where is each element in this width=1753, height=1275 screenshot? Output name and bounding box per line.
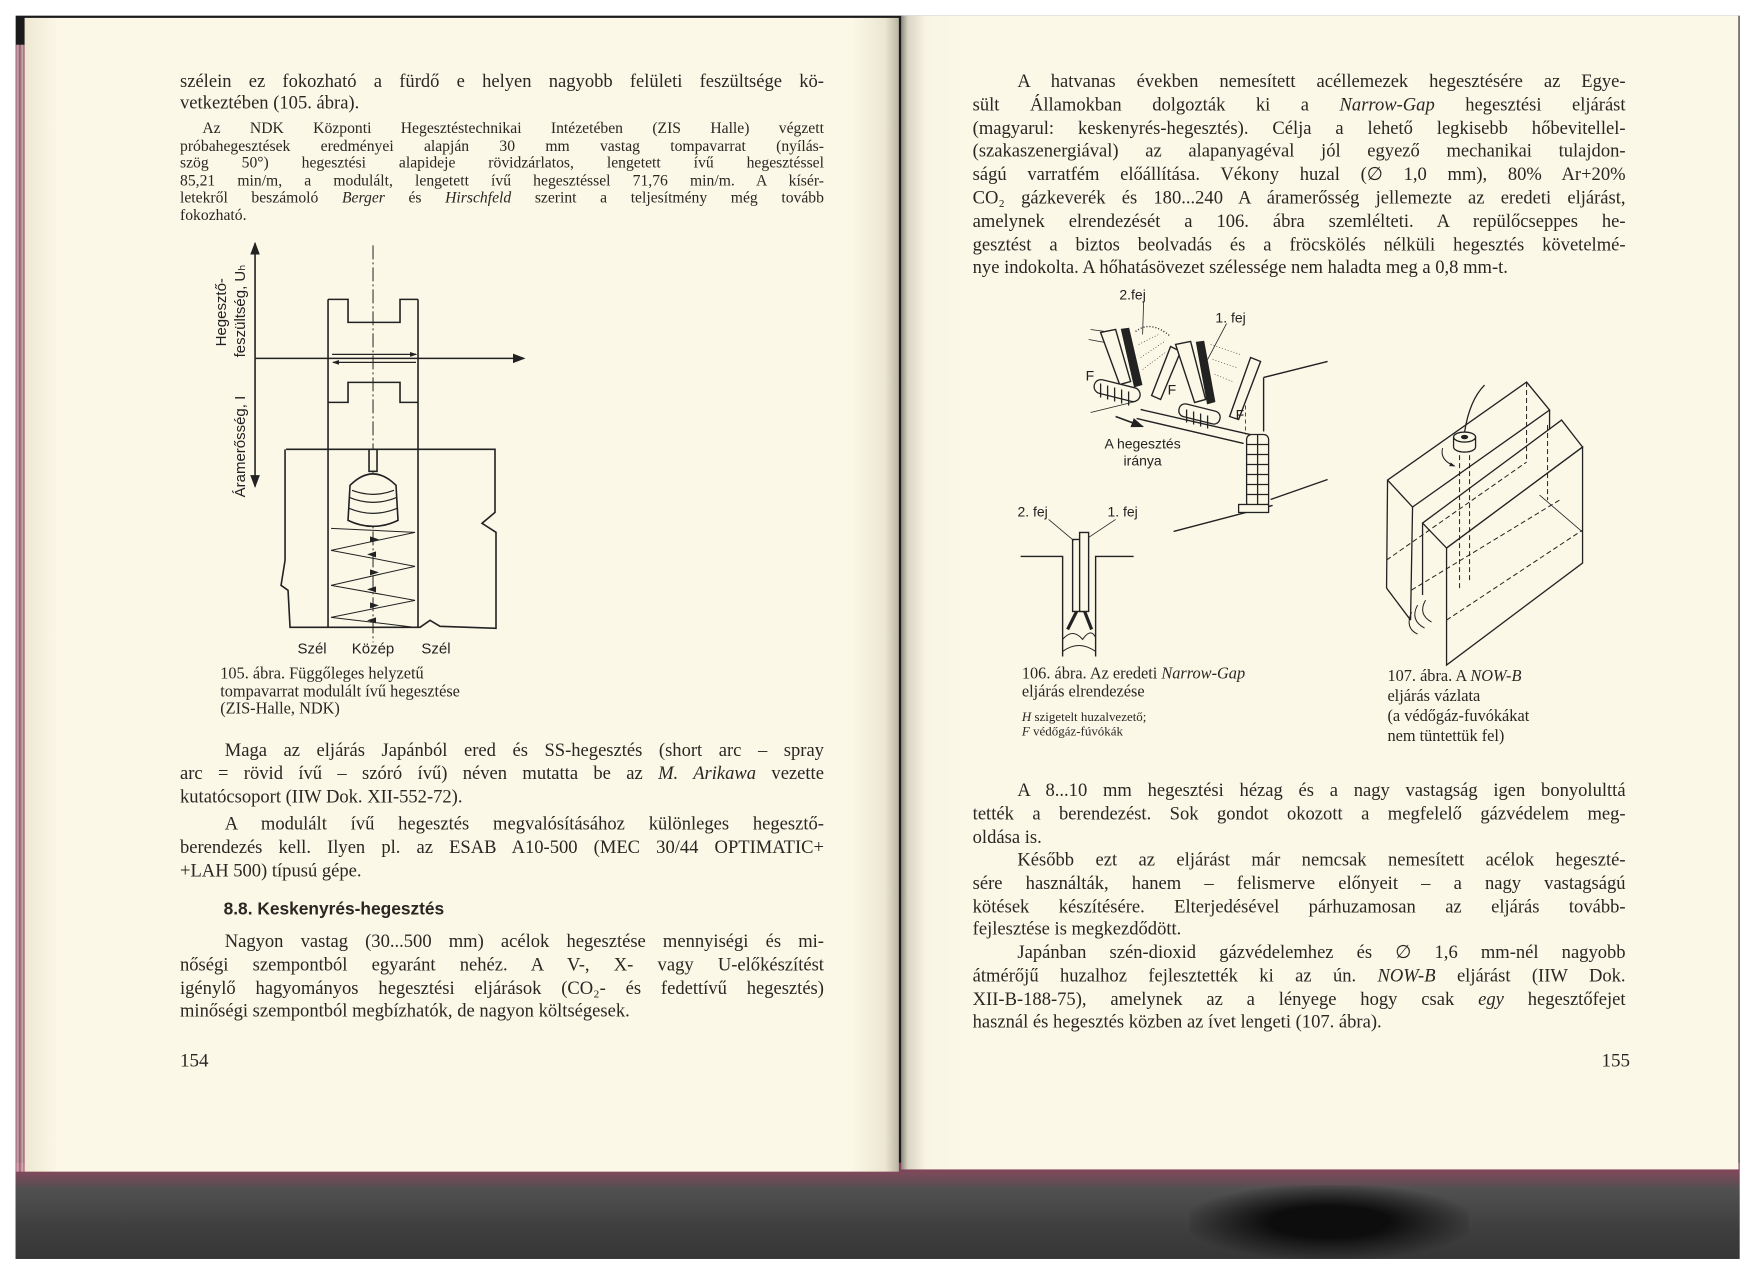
section-heading: 8.8. Keskenyrés-hegesztés [223, 899, 445, 919]
text-line: berendezés kell. Ilyen pl. az ESAB A10-500 (MEC 30/44 OPTIMATIC+ [179, 836, 824, 858]
text-line: Japánban szén-dioxid gázvédelemhez és ∅ 1,6 mm-nél nagyobb [1017, 941, 1626, 963]
workpiece-plate [281, 449, 496, 628]
italic-term: Berger [341, 190, 385, 208]
text-line: minőségi szempontból megbízhatók, de nagyon költségesek. [179, 999, 630, 1022]
label-nozzle-f: F [1085, 367, 1094, 384]
right-paragraph-2 [973, 779, 1626, 849]
italic-term: Narrow-Gap [1339, 93, 1435, 115]
text-line: Később ezt az eljárást már nemcsak nemesített acélok hegeszté- [1017, 848, 1626, 870]
text-line: tették a berendezést. Sok gondot okozott a megfelelő gázvédelem meg- [972, 802, 1626, 824]
italic-term: M. Arikawa [658, 762, 757, 784]
text-line: igénylő hagyományos hegesztési eljárások (CO₂- és fedettívű hegesztés) [179, 976, 824, 998]
text-line: Nagyon vastag (30...500 mm) acélok hegesztése mennyiségi és mi- [224, 930, 824, 952]
text-line: A hatvanas években nemesített acéllemezek hegesztésére az Egye- [1017, 70, 1626, 92]
text-line: (a védőgáz-fuvókákat [1387, 707, 1530, 726]
text-line: 105. ábra. Függőleges helyzetű [220, 665, 424, 684]
label-center: Közép [351, 639, 395, 657]
italic-term: Narrow-Gap [1161, 665, 1246, 684]
text-line: szélein ez fokozható a fürdő e helyen nagyobb felületi feszültsége kö- [179, 70, 824, 92]
text-line: tompavarrat modulált ívű hegesztése [220, 682, 460, 701]
right-paragraph-3 [973, 849, 1626, 942]
text-line: A 8...10 mm hegesztési hézag és a nagy vastagság igen bonyolulttá [1017, 779, 1626, 801]
label-direction-1: A hegesztés [1103, 435, 1181, 452]
text-line: F védőgáz-fúvókák [1021, 724, 1124, 739]
text-line: +LAH 500) típusú gépe. [179, 859, 362, 881]
text-line: eljárás vázlata [1387, 687, 1481, 706]
text-line: sült Államokban dolgozták ki a Narrow-Gap hegesztési eljárást [972, 93, 1626, 115]
text-line: ságú varratfém előállítása. Vékony huzal (∅ 1,0 mm), 80% Ar+20% [972, 163, 1626, 185]
axis-label-voltage-1: Hegesztő- [213, 277, 231, 347]
text-line: oldása is. [972, 825, 1042, 847]
left-paragraph-1 [180, 70, 824, 112]
italic-term: NOW-B [1470, 667, 1522, 686]
text-line: fokozható. [179, 207, 247, 225]
text-line: letekről beszámoló Berger és Hirschfeld szerint a teljesítmény még tovább [179, 190, 824, 208]
label-nozzle-f: F [1235, 406, 1244, 423]
text-line: sére használták, hanem – felismerve előnyeit – a nagy vastagságú [972, 871, 1626, 894]
label-direction-2: iránya [1123, 452, 1162, 469]
text-line: (szakaszenergiával) az alapanyagéval jól egyező mechanikai tulajdon- [972, 140, 1626, 162]
left-paragraph-5 [180, 930, 824, 1023]
text-line: XII-B-188-75), amelynek az a lényege hogy csak egy hegesztőfejet [972, 987, 1626, 1010]
label-small-head-2: 2. fej [1016, 503, 1048, 520]
text-line: vetkeztében (105. ábra). [179, 91, 360, 113]
right-paragraph-1 [973, 70, 1626, 279]
text-line: 106. ábra. Az eredeti Narrow-Gap [1021, 665, 1246, 684]
text-line: Maga az eljárás Japánból ered és SS-hegesztés (short arc – spray [224, 738, 824, 761]
left-paragraph-2 [180, 121, 824, 226]
text-line: Az NDK Központi Hegesztéstechnikai Intézetében (ZIS Halle) végzett [202, 120, 824, 138]
label-edge-left: Szél [297, 639, 327, 657]
label-head-1: 1. fej [1214, 309, 1246, 326]
text-line: átmérőjű huzalhoz fejlesztették ki az ún. NOW-B eljárást (IIW Dok. [972, 964, 1626, 986]
text-line: arc = rövid ívű – szóró ívű) néven mutatta be az M. Arikawa vezette [179, 762, 824, 784]
text-line: szög 50°) hegesztési alapideje rövidzárlatos, lengetett ívű hegesztéssel [179, 155, 824, 173]
figure-105-caption [220, 666, 555, 718]
text-line: nye indokolta. A hőhatásövezet szélessége nem haladta meg a 0,8 mm-t. [972, 256, 1508, 278]
text-line: használ és hegesztés közben az ívet lengeti (107. ábra). [972, 1011, 1382, 1033]
italic-term: egy [1478, 987, 1504, 1010]
direction-arrow [1115, 417, 1142, 427]
left-paragraph-4 [180, 813, 824, 883]
text-line: (magyarul: keskenyrés-hegesztés). Célja a lehető legkisebb hőbevitellel- [972, 116, 1626, 139]
label-nozzle-f: F [1167, 381, 1176, 398]
weld-bead-vertical [1238, 435, 1268, 513]
text-line: (ZIS-Halle, NDK) [220, 699, 340, 718]
figure-105 [190, 240, 540, 670]
text-line: eljárás elrendezése [1021, 682, 1145, 701]
figure-107-caption [1387, 666, 1633, 746]
page-number-left: 154 [179, 1049, 209, 1072]
text-line: gesztést a biztos beolvadás és a fröcskölés nélküli hegesztés követelmé- [972, 233, 1626, 255]
text-line: 85,21 min/m, a modulált, lengetett ívű hegesztéssel 71,76 min/m. A kísér- [179, 173, 824, 190]
text-line: nem tüntettük fel) [1387, 727, 1505, 746]
text-line: próbahegesztések eredményei alapján 30 mm vastag tompavarrat (nyílás- [179, 138, 824, 155]
axis-label-current: Áramerősség, I [232, 395, 250, 498]
figure-106-caption [1022, 666, 1357, 701]
figure-106 [1000, 280, 1360, 670]
text-line: fejlesztése is megkezdődött. [972, 918, 1182, 940]
text-line: 107. ábra. A NOW-B [1387, 667, 1522, 686]
text-line: kötések készítésére. Elterjedésével párhuzamosan az eljárás tovább- [972, 895, 1626, 917]
italic-term: F [1021, 724, 1030, 739]
italic-term: Hirschfeld [445, 190, 512, 208]
text-line: nőségi szempontból egyaránt nehéz. A V-, X- vagy U-előkészítést [179, 953, 824, 975]
text-line: CO₂ gázkeverék és 180...240 A áramerősség jellemezte az eredeti eljárást, [972, 186, 1626, 208]
text-line: amelynek elrendezését a 106. ábra szemlélteti. A repülőcseppes he- [972, 209, 1626, 232]
scanner-bottom-edge [16, 1163, 1740, 1259]
axis-label-voltage-2: feszültség, Uₕ [232, 264, 250, 358]
right-paragraph-4 [973, 941, 1626, 1034]
figure-106-legend [1022, 710, 1357, 739]
label-small-head-1: 1. fej [1106, 503, 1138, 520]
text-line: A modulált ívű hegesztés megvalósításához különleges hegesztő- [224, 812, 824, 835]
text-line: H szigetelt huzalvezető; [1021, 709, 1147, 725]
text-line: kutatócsoport (IIW Dok. XII-552-72). [179, 785, 463, 807]
label-head-2: 2.fej [1118, 286, 1146, 303]
figure-107 [1370, 370, 1610, 680]
page-number-right: 155 [1601, 1049, 1631, 1072]
shadow [1190, 1185, 1470, 1259]
left-paragraph-3 [180, 739, 824, 809]
label-edge-right: Szél [421, 639, 451, 657]
italic-term: NOW-B [1377, 964, 1436, 986]
italic-term: H [1021, 709, 1032, 725]
